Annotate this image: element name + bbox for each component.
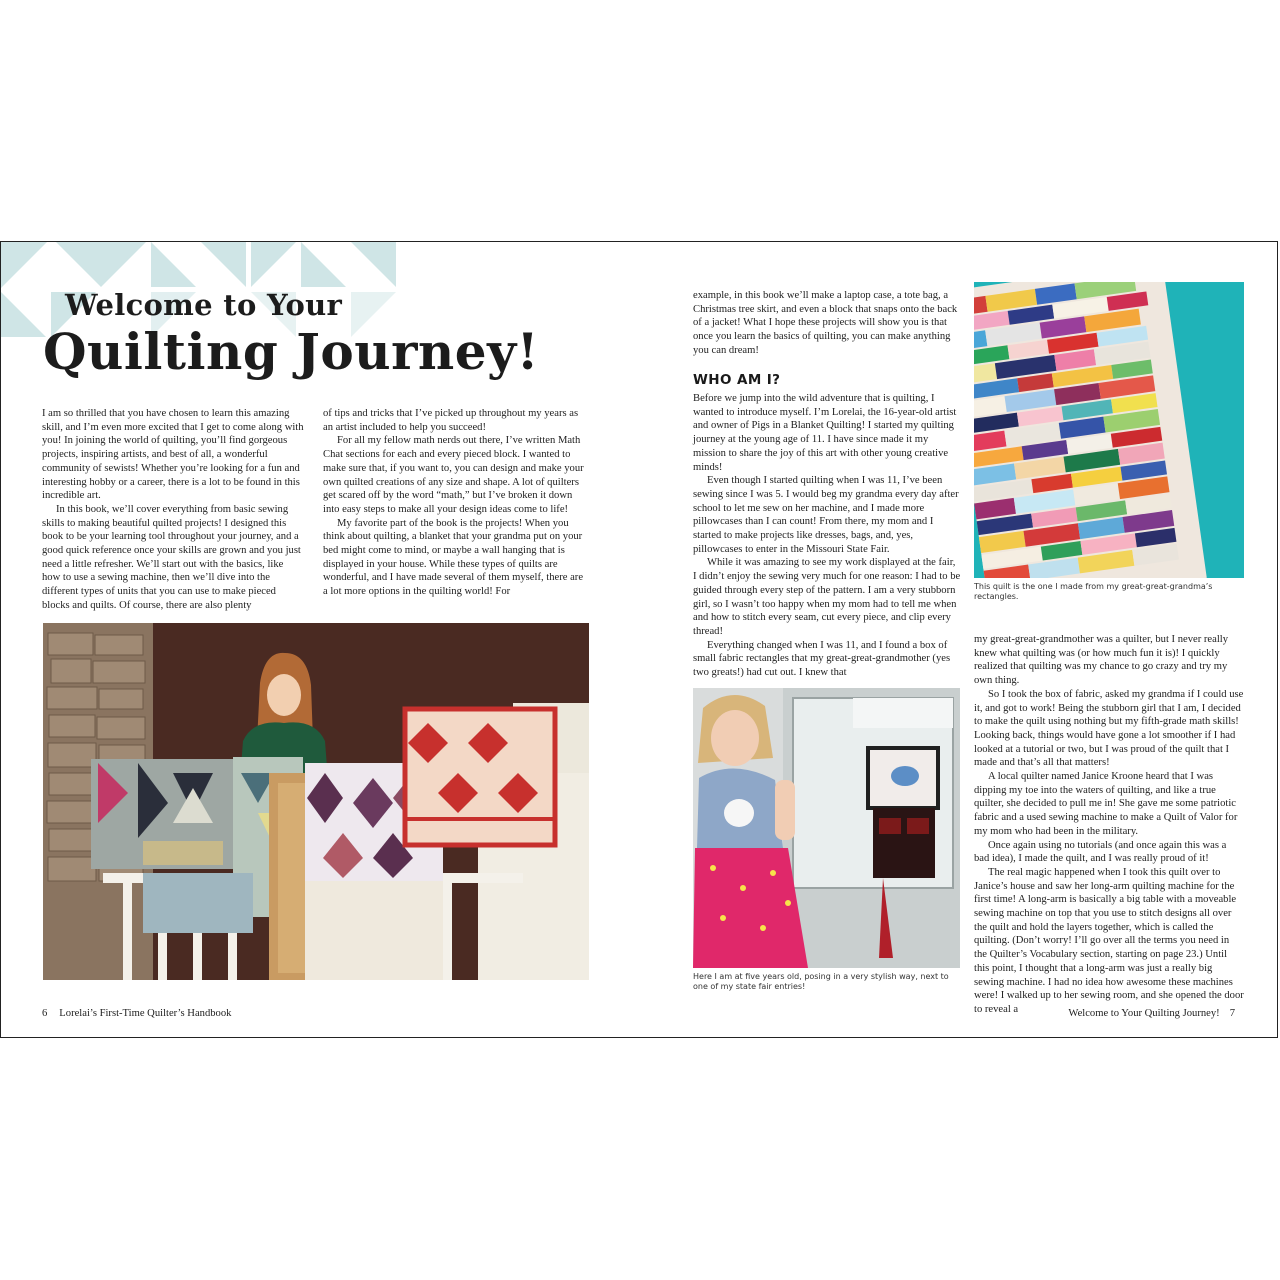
right-column-1-top	[693, 289, 961, 358]
paragraph: While it was amazing to see my work displayed at the fair, I didn’t enjoy the sewing very much for one reason: I had to be guided through every step of the pattern. I am a very stubborn girl, so I wasn’t too happy when my mom had to tell me when and how to stitch every seam, cut every piece, and clip every thread!	[693, 557, 961, 637]
paragraph: My favorite part of the book is the projects! When you think about quilting, a blanket that your grandma put on your bed might come to mind, or maybe a wall hanging that is displayed in your house. While these types of quilts are wonderful, and I have made several of them myself, there are a lot more options in the quilting world! For	[323, 517, 584, 598]
paragraph: Before we jump into the wild adventure that is quilting, I wanted to introduce myself. I’m Lorelai, the 16-year-old artist and owner of Pigs in a Blanket Quilting! I started my quilting journey at the young age of 11. I have since made it my mission to share the joy of this art with other young creative minds!	[693, 393, 957, 473]
left-page-footer	[42, 1008, 231, 1019]
paragraph: A local quilter named Janice Kroone heard that I was dipping my toe into the waters of quilting, and like a true quilter, she decided to pull me in! She gave me some patriotic fabric and a used sewing machine to make a Quilt of Valor for my mom who had been in the military.	[974, 771, 1238, 837]
right-page-footer	[1068, 1008, 1235, 1019]
paragraph: my great-great-grandmother was a quilter, but I never really knew what quilting was (or how much fun it is)! I quickly realized that quilting was my chance to go crazy and try my own thing.	[974, 634, 1229, 687]
book-spread	[0, 241, 1278, 1038]
paragraph: Everything changed when I was 11, and I found a box of small fabric rectangles that my great-great-grandmother (yes two greats!) had cut out. I knew that	[693, 639, 951, 679]
paragraph: The real magic happened when I took this quilt over to Janice’s house and saw her long-arm quilting machine for the first time! A long-arm is basically a big table with a moveable sewing machine on top that you use to stitch designs all over the quilt and hold the layers together, which is called the quilting. (Don’t worry! I’ll go over all the terms you need in the Quilter’s Vocabulary section, starting on page 23.) Until this point, I thought that a long-arm was just a really big sewing machine. I had no idea how awesome these machines were! I walked up to her sewing room, and she opened the door to reveal a	[974, 866, 1244, 1015]
running-footer-text: Lorelai’s First-Time Quilter’s Handbook	[59, 1008, 232, 1019]
chapter-title-line1: Welcome to Your	[65, 288, 343, 322]
paragraph: of tips and tricks that I’ve picked up throughout my years as an artist included to help you succeed!	[323, 408, 579, 433]
child-at-state-fair-photo	[693, 688, 960, 968]
page-number: 7	[1229, 1008, 1235, 1019]
photo-caption: This quilt is the one I made from my great-great-grandma’s rectangles.	[974, 582, 1213, 601]
teen-girl-with-quilts-photo	[43, 623, 589, 980]
running-footer-text: Welcome to Your Quilting Journey!	[1068, 1008, 1220, 1019]
paragraph: For all my fellow math nerds out there, I’ve written Math Chat sections for each and every pieced block. I wanted to make sure that, if you want to, you can design and make your own quilted creations of any size and shape. A lot of quilters get scared off by the word “math,” but I’ve broken it down into easy steps to make all your design ideas come to life!	[323, 435, 584, 515]
paragraph: In this book, we’ll cover everything from basic sewing skills to making beautiful quilted projects! I designed this book to be your learning tool throughout your journey, and a good quick reference once your skills are grown and you just need a little refresher. We’ll start out with the basics, like how to use a sewing machine, then we’ll dive into the different types of units that you can use to make pieced blocks and quilts. Of course, there are also plenty	[42, 503, 301, 611]
paragraph: I am so thrilled that you have chosen to learn this amazing skill, and I’m even more excited that I get to come along with you! In joining the world of quilting, you’ll find gorgeous projects, inspiring artists, and best of all, a wonderful community of sewists! Whether you’re looking for a fun and interesting hobby or a career, there is a lot to be found in this incredible art.	[42, 408, 304, 502]
right-column-2	[974, 633, 1244, 1017]
chapter-title-line2: Quilting Journey!	[43, 322, 540, 381]
paragraph: Even though I started quilting when I was 11, I’ve been sewing since I was 5. I would beg my grandma every day after school to let me sew on her machine, and I made more pillowcases than I can count! From there, my mom and I started to make projects like dresses, bags, and, yes, pillowcases to enter in the Missouri State Fair.	[693, 475, 959, 555]
page-number: 6	[42, 1008, 48, 1019]
rectangle-scrap-quilt-photo	[974, 282, 1244, 578]
paragraph: example, in this book we’ll make a laptop case, a tote bag, a Christmas tree skirt, and even a block that snaps onto the back of a jacket! What I hope these projects will show you is that once you learn the basics of quilting, you can make anything you can dream!	[693, 290, 958, 356]
left-column-1	[42, 407, 304, 613]
section-heading: WHO AM I?	[693, 372, 781, 388]
paragraph: Once again using no tutorials (and once again this was a bad idea), I made the quilt, and I was really proud of it!	[974, 839, 1227, 865]
paragraph: So I took the box of fabric, asked my grandma if I could use it, and got to work! Being the stubborn girl that I am, I decided to make the quilt using nothing but my fifth-grade math skills! Looking back, things would have gone a lot smoother if I had looked at a tutorial or two, but I was proud of the quilt that I made and that’s all that matters!	[974, 688, 1244, 769]
right-column-1	[693, 392, 961, 680]
left-column-2	[323, 407, 585, 599]
photo-caption: Here I am at five years old, posing in a very stylish way, next to one of my state fair entries!	[693, 972, 949, 991]
